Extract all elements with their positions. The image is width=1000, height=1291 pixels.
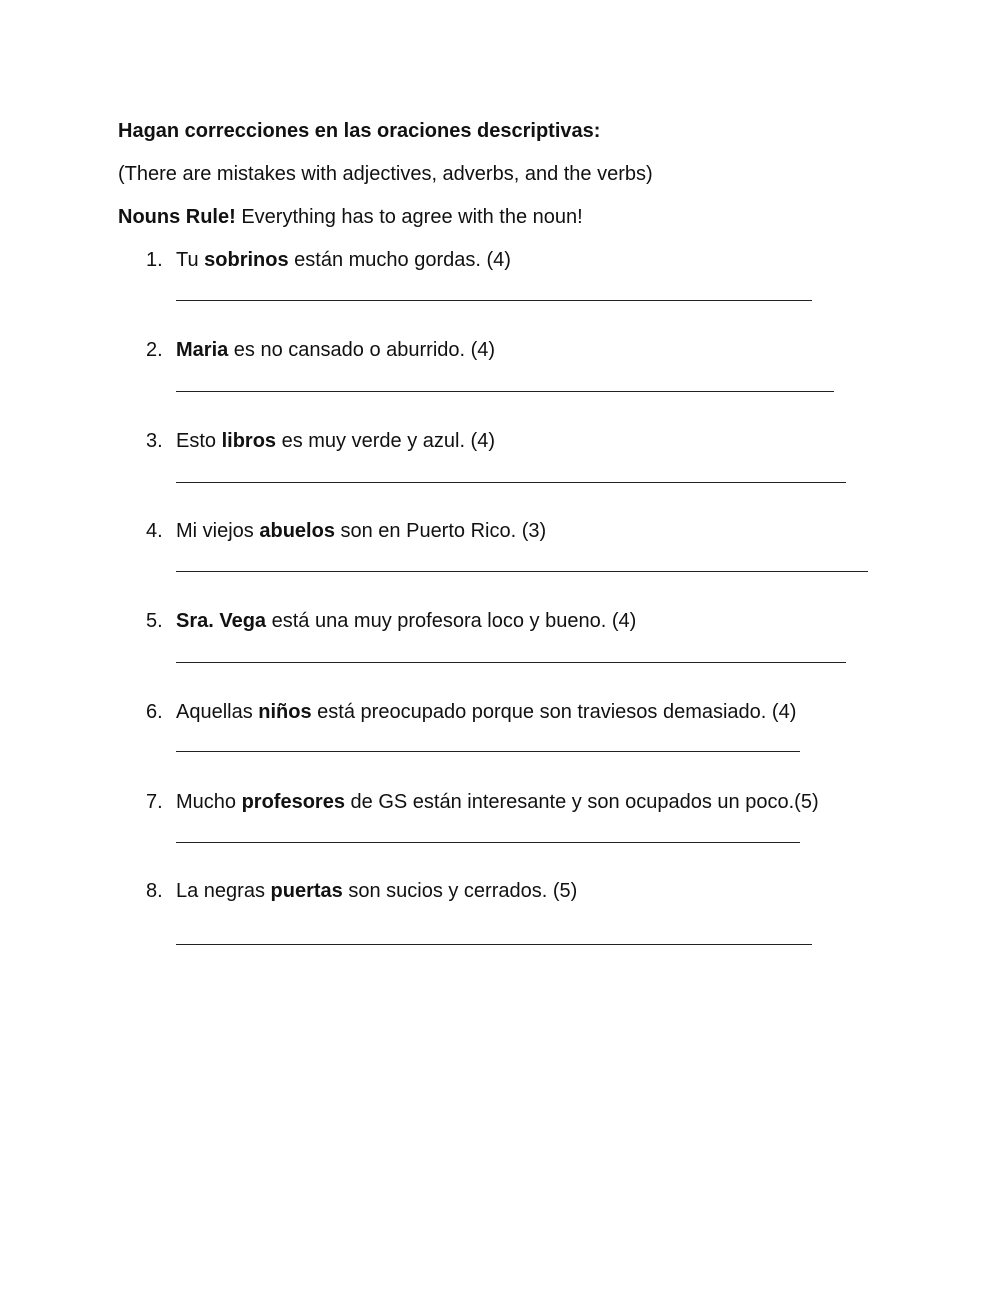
rule-statement [118,206,583,229]
item-sentence: Sra. Vega está una muy profesora loco y bueno. (4) [176,610,637,632]
item-number: 5. [146,610,163,632]
item-sentence: Esto libros es muy verde y azul. (4) [176,430,495,452]
answer-line[interactable] [176,944,812,945]
item-noun: abuelos [259,520,335,542]
item-noun: Maria [176,339,229,361]
answer-line[interactable] [176,571,868,572]
item-sentence: Tu sobrinos están mucho gordas. (4) [176,249,511,271]
rule-bold: Nouns Rule! [118,206,236,228]
answer-line[interactable] [176,662,846,663]
item-number: 2. [146,339,163,361]
answer-line[interactable] [176,300,812,301]
item-sentence: Aquellas niños está preocupado porque son traviesos demasiado. (4) [176,701,797,723]
answer-line[interactable] [176,751,800,752]
item-sentence: Maria es no cansado o aburrido. (4) [176,339,496,361]
item-number: 1. [146,249,163,271]
answer-line[interactable] [176,391,834,392]
item-noun: libros [221,430,277,452]
item-noun: puertas [270,880,343,902]
answer-line[interactable] [176,482,846,483]
item-sentence: Mi viejos abuelos son en Puerto Rico. (3) [176,520,547,542]
item-noun: Sra. Vega [176,610,267,632]
worksheet-subtitle: (There are mistakes with adjectives, adverbs, and the verbs) [118,163,653,185]
item-noun: niños [258,701,312,723]
item-number: 4. [146,520,163,542]
item-number: 3. [146,430,163,452]
item-number: 7. [146,791,163,813]
item-number: 6. [146,701,163,723]
worksheet-title: Hagan correcciones en las oraciones descriptivas: [118,120,601,142]
item-noun: profesores [241,791,345,813]
item-sentence: La negras puertas son sucios y cerrados. (5) [176,880,578,902]
answer-line[interactable] [176,842,800,843]
rule-text: Everything has to agree with the noun! [235,206,583,228]
item-sentence: Mucho profesores de GS están interesante y son ocupados un poco.(5) [176,791,819,813]
item-number: 8. [146,880,163,902]
item-noun: sobrinos [204,249,289,271]
